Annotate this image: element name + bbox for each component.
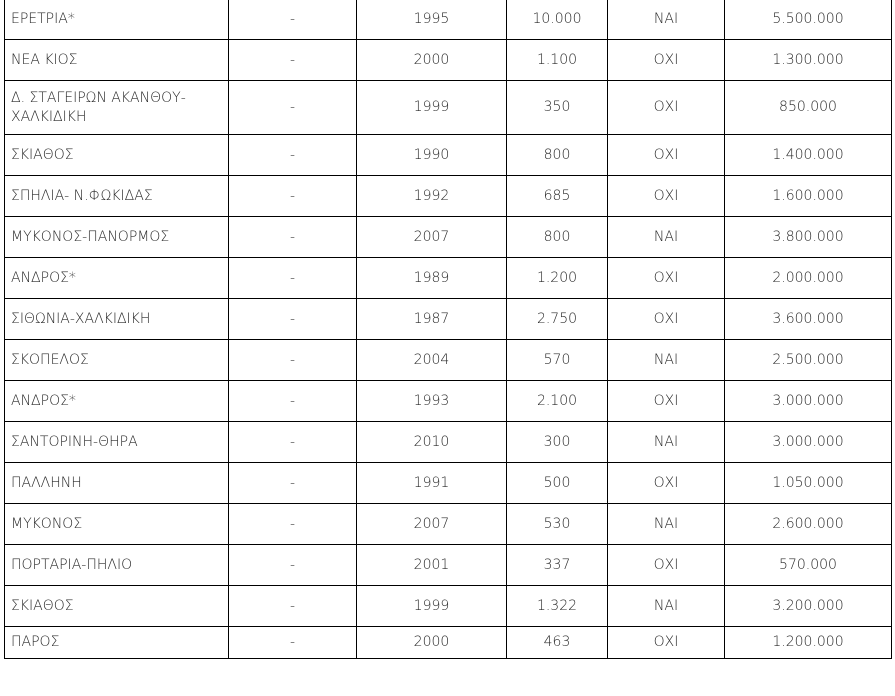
cell-cost: 1.600.000 xyxy=(725,176,892,217)
table-row xyxy=(5,176,892,217)
cell-dash: - xyxy=(229,258,357,299)
cell-year: 2007 xyxy=(357,504,507,545)
cell-location: ΕΡΕΤΡΙΑ* xyxy=(5,0,229,40)
cell-flag: ΟΧΙ xyxy=(608,40,725,81)
cell-year: 1991 xyxy=(357,463,507,504)
cell-flag: ΟΧΙ xyxy=(608,627,725,659)
cell-capacity: 350 xyxy=(507,81,608,135)
cell-location: ΝΕΑ ΚΙΟΣ xyxy=(5,40,229,81)
cell-dash: - xyxy=(229,627,357,659)
cell-dash: - xyxy=(229,299,357,340)
cell-cost: 3.600.000 xyxy=(725,299,892,340)
cell-location: ΠΑΡΟΣ xyxy=(5,627,229,659)
table-row xyxy=(5,463,892,504)
cell-cost: 1.400.000 xyxy=(725,135,892,176)
table-row xyxy=(5,40,892,81)
cell-flag: ΟΧΙ xyxy=(608,81,725,135)
cell-capacity: 10.000 xyxy=(507,0,608,40)
cell-dash: - xyxy=(229,504,357,545)
cell-year: 2004 xyxy=(357,340,507,381)
cell-cost: 2.500.000 xyxy=(725,340,892,381)
cell-flag: ΟΧΙ xyxy=(608,381,725,422)
table-row xyxy=(5,422,892,463)
cell-year: 1995 xyxy=(357,0,507,40)
cell-flag: ΟΧΙ xyxy=(608,463,725,504)
cell-capacity: 337 xyxy=(507,545,608,586)
cell-cost: 850.000 xyxy=(725,81,892,135)
table-row xyxy=(5,299,892,340)
cell-capacity: 1.200 xyxy=(507,258,608,299)
cell-dash: - xyxy=(229,40,357,81)
cell-location: ΣΚΙΑΘΟΣ xyxy=(5,135,229,176)
cell-year: 1990 xyxy=(357,135,507,176)
table-row xyxy=(5,217,892,258)
cell-cost: 3.200.000 xyxy=(725,586,892,627)
cell-year: 1992 xyxy=(357,176,507,217)
table-row xyxy=(5,340,892,381)
cell-dash: - xyxy=(229,422,357,463)
cell-location: ΜΥΚΟΝΟΣ xyxy=(5,504,229,545)
cell-year: 1987 xyxy=(357,299,507,340)
cell-capacity: 300 xyxy=(507,422,608,463)
cell-year: 2000 xyxy=(357,627,507,659)
cell-capacity: 685 xyxy=(507,176,608,217)
cell-year: 1989 xyxy=(357,258,507,299)
cell-capacity: 1.100 xyxy=(507,40,608,81)
cell-year: 1999 xyxy=(357,586,507,627)
cell-location: ΠΑΛΛΗΝΗ xyxy=(5,463,229,504)
cell-capacity: 530 xyxy=(507,504,608,545)
cell-location: ΑΝΔΡΟΣ* xyxy=(5,258,229,299)
cell-location: ΑΝΔΡΟΣ* xyxy=(5,381,229,422)
table-row xyxy=(5,545,892,586)
cell-capacity: 570 xyxy=(507,340,608,381)
cell-flag: ΝΑΙ xyxy=(608,422,725,463)
cell-cost: 3.800.000 xyxy=(725,217,892,258)
cell-capacity: 463 xyxy=(507,627,608,659)
table-row xyxy=(5,504,892,545)
cell-location: ΠΟΡΤΑΡΙΑ-ΠΗΛΙΟ xyxy=(5,545,229,586)
cell-dash: - xyxy=(229,176,357,217)
cell-flag: ΟΧΙ xyxy=(608,545,725,586)
cell-flag: ΟΧΙ xyxy=(608,258,725,299)
cell-cost: 3.000.000 xyxy=(725,422,892,463)
cell-year: 1999 xyxy=(357,81,507,135)
cell-dash: - xyxy=(229,217,357,258)
cell-location: ΣΠΗΛΙΑ- Ν.ΦΩΚΙΔΑΣ xyxy=(5,176,229,217)
cell-cost: 2.600.000 xyxy=(725,504,892,545)
cell-cost: 1.200.000 xyxy=(725,627,892,659)
cell-flag: ΝΑΙ xyxy=(608,0,725,40)
cell-dash: - xyxy=(229,545,357,586)
cell-year: 2000 xyxy=(357,40,507,81)
cell-location: ΜΥΚΟΝΟΣ-ΠΑΝΟΡΜΟΣ xyxy=(5,217,229,258)
cell-year: 2007 xyxy=(357,217,507,258)
table-row xyxy=(5,258,892,299)
cell-dash: - xyxy=(229,586,357,627)
cell-dash: - xyxy=(229,135,357,176)
cell-dash: - xyxy=(229,81,357,135)
cell-capacity: 800 xyxy=(507,135,608,176)
data-table xyxy=(4,0,892,659)
cell-capacity: 2.100 xyxy=(507,381,608,422)
cell-cost: 1.050.000 xyxy=(725,463,892,504)
cell-cost: 1.300.000 xyxy=(725,40,892,81)
cell-flag: ΟΧΙ xyxy=(608,299,725,340)
cell-flag: ΝΑΙ xyxy=(608,217,725,258)
cell-flag: ΝΑΙ xyxy=(608,340,725,381)
table-row xyxy=(5,0,892,40)
table-row xyxy=(5,586,892,627)
cell-year: 2010 xyxy=(357,422,507,463)
cell-cost: 3.000.000 xyxy=(725,381,892,422)
cell-cost: 570.000 xyxy=(725,545,892,586)
table-row xyxy=(5,81,892,135)
table-row xyxy=(5,135,892,176)
cell-flag: ΝΑΙ xyxy=(608,586,725,627)
table-body xyxy=(5,0,892,659)
cell-capacity: 800 xyxy=(507,217,608,258)
cell-cost: 5.500.000 xyxy=(725,0,892,40)
cell-capacity: 2.750 xyxy=(507,299,608,340)
cell-year: 1993 xyxy=(357,381,507,422)
cell-year: 2001 xyxy=(357,545,507,586)
cell-location: ΣΑΝΤΟΡΙΝΗ-ΘΗΡΑ xyxy=(5,422,229,463)
cell-capacity: 500 xyxy=(507,463,608,504)
cell-dash: - xyxy=(229,381,357,422)
cell-flag: ΟΧΙ xyxy=(608,135,725,176)
cell-flag: ΟΧΙ xyxy=(608,176,725,217)
cell-dash: - xyxy=(229,0,357,40)
cell-location: ΣΙΘΩΝΙΑ-ΧΑΛΚΙΔΙΚΗ xyxy=(5,299,229,340)
cell-dash: - xyxy=(229,340,357,381)
cell-dash: - xyxy=(229,463,357,504)
cell-location: ΣΚΙΑΘΟΣ xyxy=(5,586,229,627)
table-row xyxy=(5,381,892,422)
cell-flag: ΝΑΙ xyxy=(608,504,725,545)
cell-location: Δ. ΣΤΑΓΕΙΡΩΝ ΑΚΑΝΘΟΥ- ΧΑΛΚΙΔΙΚΗ xyxy=(5,81,229,135)
cell-cost: 2.000.000 xyxy=(725,258,892,299)
cell-capacity: 1.322 xyxy=(507,586,608,627)
cell-location: ΣΚΟΠΕΛΟΣ xyxy=(5,340,229,381)
table-row xyxy=(5,627,892,659)
